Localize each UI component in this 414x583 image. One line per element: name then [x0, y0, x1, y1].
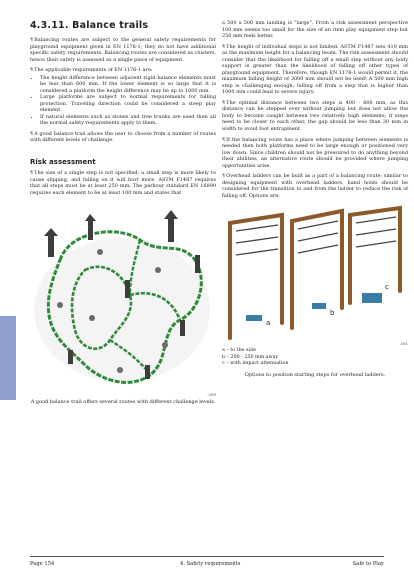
page-footer — [30, 556, 384, 571]
page-number: Page 154 — [30, 561, 55, 567]
figure-number: 300 — [208, 392, 216, 398]
paragraph-mark-icon: ¶ — [222, 99, 226, 106]
paragraph: ¶If the balancing route has a place where jumping between elements is needed then both platforms need to be large enough or positioned very low down. Since children should not be pressured to do anything beyond their abilities, an alternative route should be provided where jumping opportunities arise. — [222, 136, 408, 169]
paragraph: ¶Balancing routes are subject to the general safety requirements for playground equipment given in EN 1176-1; they do not have additional specific safety requirements. Balancing routes are considered as clusters, hence their safety is assessed as a single piece of equipment. — [30, 37, 216, 63]
paragraph: ¶The optimal distance between two steps is 400 - 600 mm, as this distance can be stepped over without jumping but does not allow the body to become caught between two relatively high elements; if steps need to be closer to each other, the gap should be less than 30 mm in width to avoid foot entrapment. — [222, 99, 408, 132]
figure-number: 301 — [400, 341, 408, 347]
overhead-ladder-illustration — [222, 203, 408, 343]
paragraph-mark-icon: ¶ — [222, 173, 226, 180]
paragraph-mark-icon: ¶ — [30, 130, 34, 137]
requirements-list — [30, 75, 216, 127]
paragraph-mark-icon: ¶ — [30, 169, 34, 176]
legend-item: c – with impact attenuation — [222, 361, 289, 367]
right-column — [222, 20, 408, 378]
label-b: b — [330, 309, 335, 318]
risk-assessment-heading: Risk assessment — [30, 157, 96, 166]
paragraph-mark-icon: ¶ — [222, 136, 226, 143]
list-item: • The height difference between adjacent rigid balance elements must be less than 600 mm. If the lower element is so large that it is considered a platform the height difference may be up to 1000 mm. — [40, 75, 216, 95]
figure-caption: Options to position starting steps for overhead ladders. — [244, 371, 386, 378]
balance-trail-figure — [30, 200, 216, 406]
paragraph-mark-icon: ¶ — [30, 67, 34, 74]
overhead-ladder-figure — [222, 203, 408, 378]
left-column — [30, 20, 216, 406]
figure-caption: A good balance trail offers several routes with different challenge levels. — [30, 399, 216, 406]
figure-legend — [222, 348, 408, 367]
list-item: • If natural elements such as stones and tree trunks are used then all the normal safety requirements apply to them. — [40, 114, 216, 127]
legend-item: a – to the side — [222, 348, 256, 354]
chapter-name: 4. Safety requirements — [180, 561, 241, 567]
paragraph-mark-icon: ¶ — [222, 43, 226, 50]
section-title: 4.3.11. Balance trails — [30, 20, 149, 31]
label-c: c — [385, 283, 389, 292]
legend-item: b – 200 - 250 mm away — [222, 354, 279, 360]
paragraph: a 500 x 500 mm landing is "large". From a risk assessment perspective 100 mm seems too small for the size of an item play equipment step but 250 mm feels better. — [222, 20, 408, 40]
book-title: Safe to Play — [352, 561, 384, 567]
paragraph: ¶Overhead ladders can be built as a part of a balancing route; similar to designing equipment with overhead ladders, hand holds should be considered for the transition to and from the ladder to reduce the risk of falling off. Options are: — [222, 173, 408, 199]
paragraph: ¶The height of individual steps is not limited. ASTM F1487 sets 410 mm as the maximum height for a balancing beam. The risk assessment should consider that the likelihood for falling off a small step without any body support is greater than the likelihood of falling off other types of playground equipment. Therefore, though EN 1176-1 would permit it, the maximum falling height of 3000 mm should not be used! A 500 mm high step is challenging enough; falling off from a step that is higher than 1000 mm could lead to severe injury. — [222, 43, 408, 96]
list-item: • Large platforms are subject to normal requirements for falling protection. Traveling direction could be considered a steep play element. — [40, 94, 216, 114]
chapter-side-tab — [0, 316, 16, 400]
paragraph: ¶A good balance trail allows the user to choose from a number of routes with different levels of challenge. — [30, 130, 216, 144]
paragraph: ¶The applicable requirements of EN 1176-1 are: — [30, 67, 153, 74]
paragraph-mark-icon: ¶ — [30, 37, 34, 43]
paragraph: ¶The size of a single step is not specified; a small step is more likely to cause slipping, and falling on it will hurt more. ASTM F1487 requires that all steps must be at least 250 mm. The parkour standard EN 16899 requires each element to be at least 100 mm and states that — [30, 169, 216, 196]
label-a: a — [266, 319, 271, 328]
balance-trail-illustration — [30, 200, 216, 396]
